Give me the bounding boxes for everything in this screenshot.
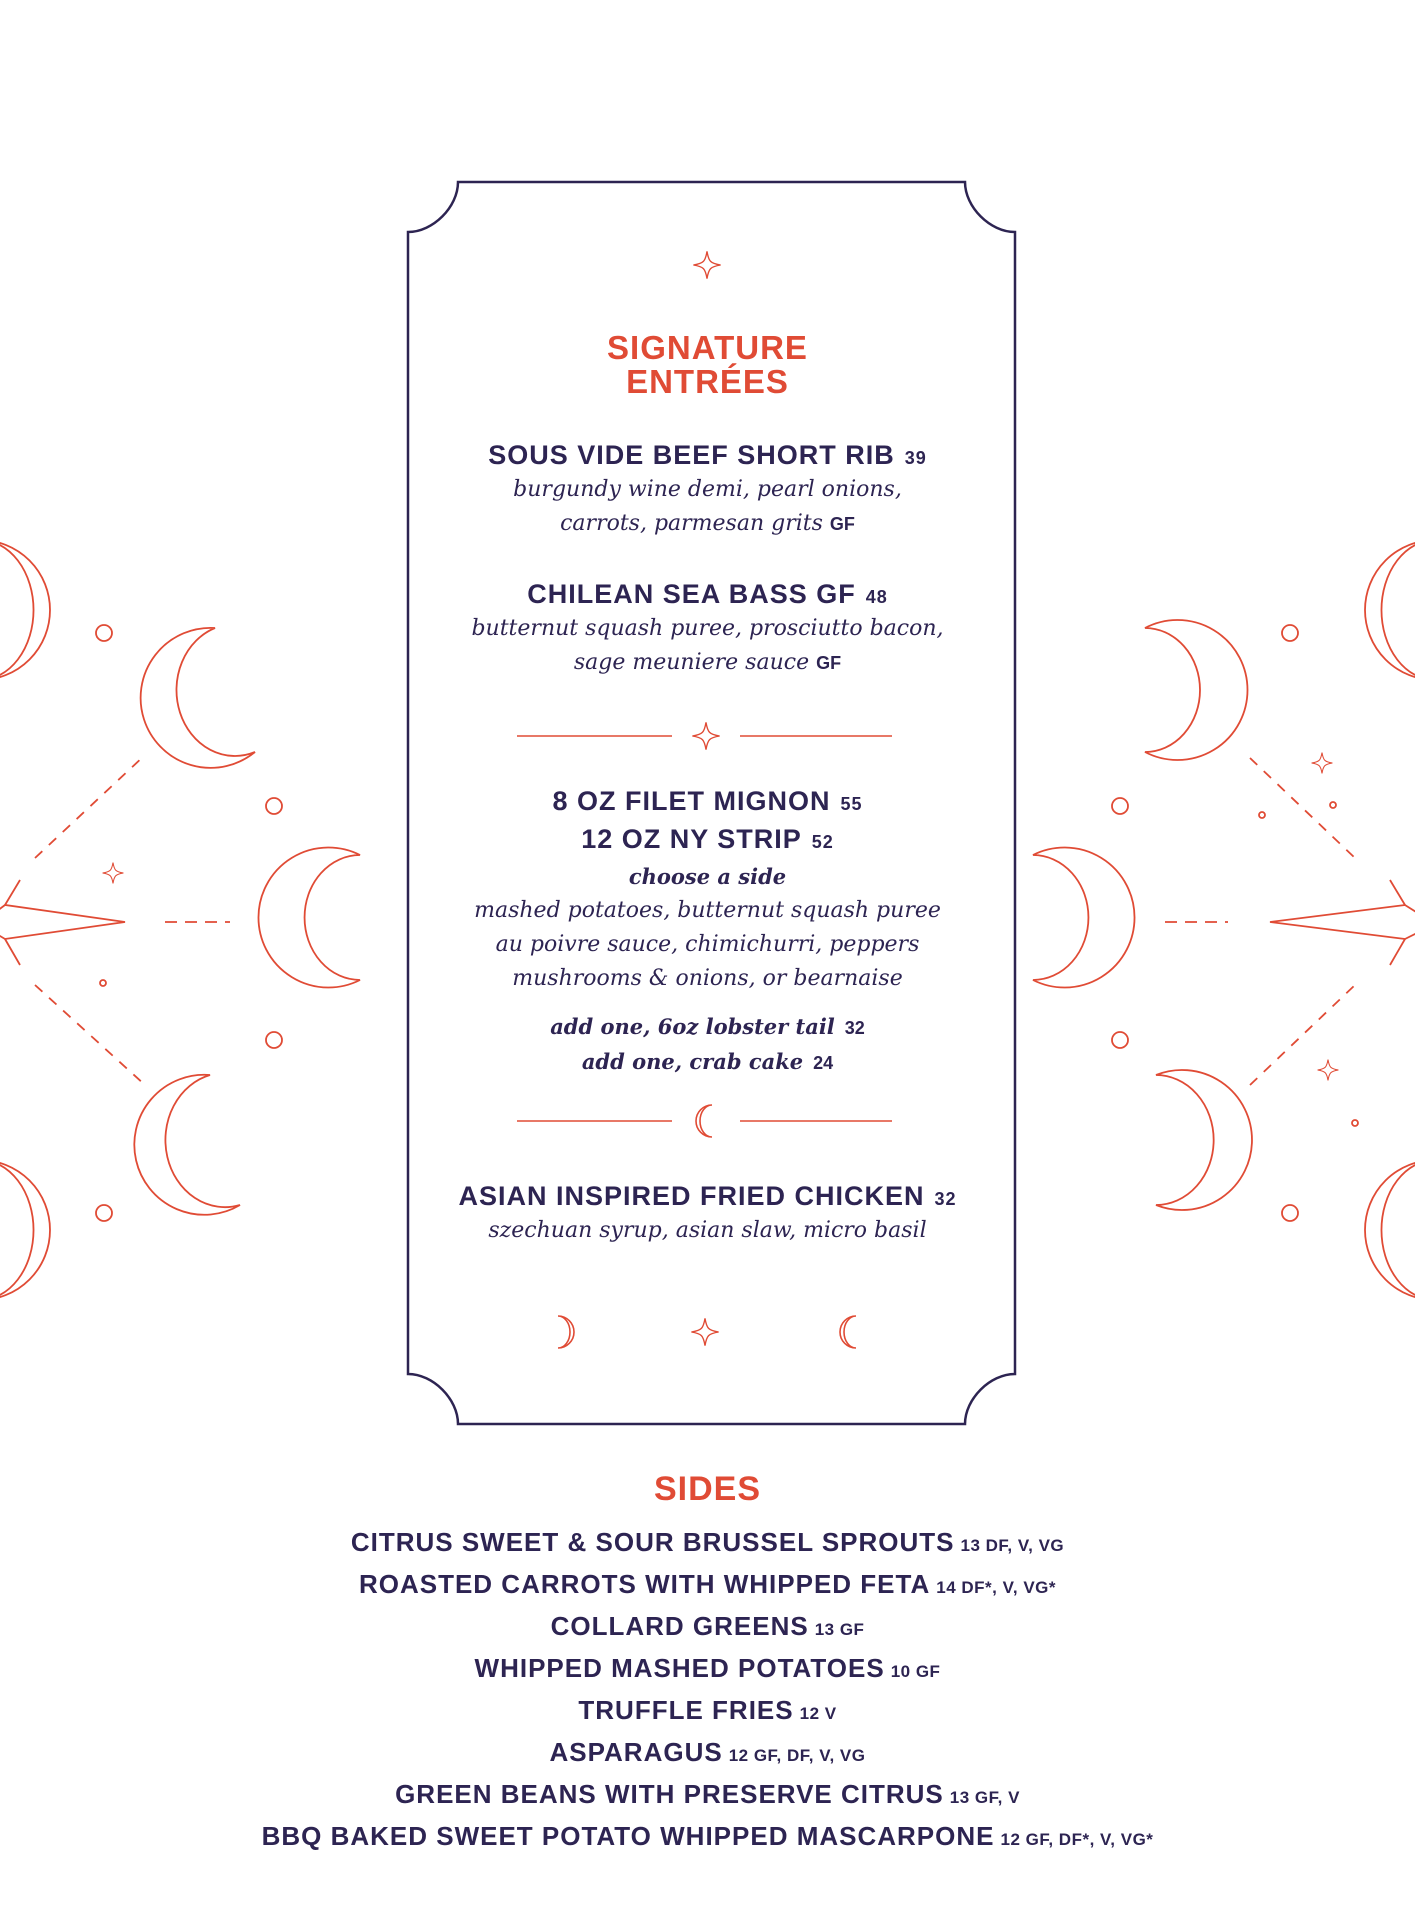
entree-short-rib: [0, 440, 1415, 541]
crescent-moon-icon: [696, 1105, 712, 1137]
crescent-moon-icon: [840, 1316, 856, 1348]
entree-name-row: [0, 822, 1415, 860]
entree-price: 48: [865, 587, 888, 607]
addon-price: 32: [844, 1018, 865, 1038]
entree-name: 8 OZ FILET MIGNON: [552, 786, 831, 816]
side-item: [0, 1565, 1415, 1607]
addon-price: 24: [813, 1053, 834, 1073]
dietary-tag: GF: [816, 653, 842, 673]
side-options: mushrooms & onions, or bearnaise: [512, 966, 903, 991]
side-name: BBQ BAKED SWEET POTATO WHIPPED MASCARPONE: [261, 1821, 995, 1851]
entree-name-row: [0, 784, 1415, 822]
side-item: [0, 1649, 1415, 1691]
dietary-tag: GF: [829, 514, 855, 534]
entrees-heading-line2: ENTRÉES: [626, 363, 789, 400]
entree-steaks: [0, 784, 1415, 1080]
side-name: GREEN BEANS WITH PRESERVE CITRUS: [395, 1779, 944, 1809]
entree-name-row: [0, 579, 1415, 610]
entree-name-row: [0, 440, 1415, 471]
entree-description: szechuan syrup, asian slaw, micro basil: [488, 1218, 927, 1243]
sparkle-star-icon: [1312, 753, 1333, 774]
divider-moon: [517, 1105, 892, 1137]
choose-side-label: choose a side: [628, 864, 787, 889]
sparkle-star-icon: [691, 1318, 718, 1345]
side-price-tags: 10 GF: [890, 1662, 941, 1681]
side-item: [0, 1775, 1415, 1817]
entree-price: 39: [904, 448, 927, 468]
entree-description: burgundy wine demi, pearl onions,: [513, 477, 902, 502]
side-item: [0, 1817, 1415, 1859]
side-name: CITRUS SWEET & SOUR BRUSSEL SPROUTS: [350, 1527, 955, 1557]
entrees-heading-line1: SIGNATURE: [607, 329, 808, 366]
addon-label: add one, crab cake: [581, 1049, 804, 1074]
side-options: au poivre sauce, chimichurri, peppers: [495, 932, 920, 957]
side-price-tags: 14 DF*, V, VG*: [936, 1578, 1057, 1597]
side-price-tags: 12 GF, DF, V, VG: [728, 1746, 866, 1765]
entree-description-text: carrots, parmesan grits: [560, 511, 823, 536]
entrees-heading: [0, 331, 1415, 399]
side-price-tags: 13 GF, V: [949, 1788, 1020, 1807]
side-price-tags: 12 GF, DF*, V, VG*: [1000, 1830, 1154, 1849]
side-name: ASPARAGUS: [549, 1737, 723, 1767]
entree-description-text: sage meuniere sauce: [573, 650, 810, 675]
entree-name: SOUS VIDE BEEF SHORT RIB: [488, 440, 895, 470]
side-name: WHIPPED MASHED POTATOES: [474, 1653, 885, 1683]
side-price-tags: 12 V: [799, 1704, 837, 1723]
entree-name: CHILEAN SEA BASS GF: [527, 579, 856, 609]
side-price-tags: 13 GF: [814, 1620, 865, 1639]
sparkle-star-icon: [692, 722, 719, 749]
entree-price: 55: [840, 794, 863, 814]
side-item: [0, 1691, 1415, 1733]
entree-price: 32: [934, 1189, 957, 1209]
sides-heading: SIDES: [653, 1470, 762, 1508]
entree-description: [0, 507, 1415, 541]
entree-description: [0, 646, 1415, 680]
entree-sea-bass: [0, 579, 1415, 680]
side-price-tags: 13 DF, V, VG: [960, 1536, 1065, 1555]
addon-crab-cake: [0, 1045, 1415, 1080]
entree-name: ASIAN INSPIRED FRIED CHICKEN: [458, 1181, 925, 1211]
side-item: [0, 1607, 1415, 1649]
entree-description: butternut squash puree, prosciutto bacon,: [471, 616, 944, 641]
side-name: TRUFFLE FRIES: [578, 1695, 794, 1725]
side-item: [0, 1733, 1415, 1775]
addon-lobster: [0, 1010, 1415, 1045]
addon-label: add one, 6oz lobster tail: [550, 1014, 835, 1039]
sparkle-star-icon: [693, 251, 720, 278]
side-name: ROASTED CARROTS WITH WHIPPED FETA: [358, 1569, 931, 1599]
entree-chicken: [0, 1181, 1415, 1248]
divider-star: [517, 722, 892, 749]
entree-price: 52: [811, 832, 834, 852]
entree-name-row: [0, 1181, 1415, 1212]
side-item: [0, 1523, 1415, 1565]
side-name: COLLARD GREENS: [550, 1611, 809, 1641]
crescent-moon-icon: [558, 1316, 574, 1348]
entree-name: 12 OZ NY STRIP: [581, 824, 802, 854]
sides-list: [0, 1523, 1415, 1859]
side-options: mashed potatoes, butternut squash puree: [474, 898, 941, 923]
